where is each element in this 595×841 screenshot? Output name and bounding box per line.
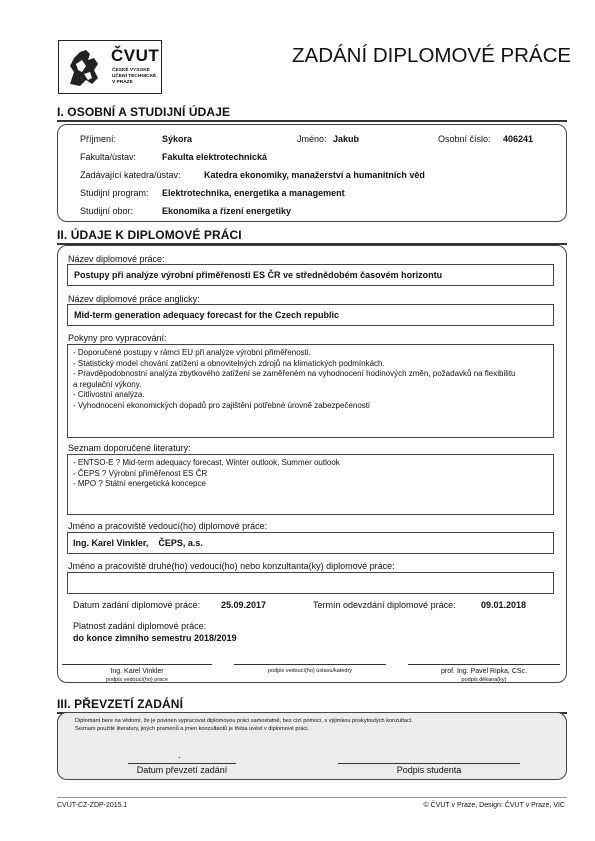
date-dot: .	[178, 750, 181, 760]
section2-heading: II. ÚDAJE K DIPLOMOVÉ PRÁCI	[57, 228, 242, 242]
signature-supervisor-caption: podpis vedoucí(ho) práce	[105, 677, 169, 683]
supervisor-label: Jméno a pracoviště vedoucí(ho) diplomové práce:	[68, 521, 268, 531]
logo-subtext: ČESKÉ VYSOKÉ UČENÍ TECHNICKÉ V PRAZE	[112, 68, 157, 85]
thesis-title-en-label: Název diplomové práce anglicky:	[68, 294, 200, 304]
thesis-title-en-value: Mid-term generation adequacy forecast for the Czech republic	[74, 310, 340, 320]
signature-line-dean	[408, 664, 560, 665]
second-supervisor-field	[67, 572, 554, 594]
faculty-label: Fakulta/ústav:	[80, 152, 137, 162]
list-item: - Vyhodnocení ekonomických dopadů pro zajištění potřebné úrovně zabezpečenosti	[73, 400, 370, 410]
thesis-title-value: Postupy při analýze výrobní přiměřenosti ES ČR ve střednědobém časovém horizontu	[74, 270, 443, 280]
acceptance-note-line1: Diplomant bere na vědomí, že je povinen vypracovat diplomovou práci samostatně, bez cizí pomoci, s výjimkou poskytnutých konzultací.	[75, 718, 413, 724]
list-item: a regulační výkony.	[73, 379, 142, 389]
signature-dean-caption: podpis děkana(ky)	[461, 677, 507, 683]
footer-left: CVUT-CZ-ZDP-2015.1	[57, 802, 128, 809]
thesis-title-label: Název diplomové práce:	[68, 254, 165, 264]
acceptance-date-line	[128, 763, 236, 764]
signature-line-supervisor	[62, 664, 212, 665]
literature-field	[67, 454, 554, 515]
deadline-value: 09.01.2018	[481, 600, 527, 610]
signature-supervisor-name: Ing. Karel Vinkler	[110, 668, 164, 675]
supervisor-value: Ing. Karel Vinkler, ČEPS, a.s.	[73, 538, 203, 548]
date-assigned-label: Datum zadání diplomové práce:	[73, 600, 201, 610]
deadline-label: Termín odevzdání diplomové práce:	[313, 600, 456, 610]
page-title: ZADÁNÍ DIPLOMOVÉ PRÁCE	[292, 44, 572, 67]
logo	[58, 40, 162, 94]
logo-text: ČVUT	[111, 46, 160, 65]
program-value: Elektrotechnika, energetika a management	[162, 188, 345, 198]
section1-heading: I. OSOBNÍ A STUDIJNÍ ÚDAJE	[57, 105, 231, 119]
literature-list	[73, 458, 340, 490]
list-item: - ENTSO-E ? Mid-term adequacy forecast, Winter outlook, Summer outlook	[73, 458, 340, 467]
student-signature-caption: Podpis studenta	[396, 765, 462, 775]
footer-rule	[57, 797, 567, 798]
acceptance-note-line2: Seznam použité literatury, jiných pramenů a jmen konzultantů je třeba uvést v diplomové práci.	[75, 726, 310, 732]
supervisor-field	[67, 532, 554, 554]
section3-heading: III. PŘEVZETÍ ZADÁNÍ	[57, 697, 184, 711]
list-item: - Pravděpodobnostní analýza zbytkového zatížení se zaměřeném na vyhodnocení hodinových změn, požadavků na flexibilitu	[73, 369, 516, 378]
faculty-value: Fakulta elektrotechnická	[162, 152, 268, 162]
signature-dean-name: prof. Ing. Pavel Ripka, CSc.	[441, 668, 527, 675]
validity-label: Platnost zadání diplomové práce:	[73, 621, 207, 631]
instructions-field	[67, 344, 554, 438]
surname-label: Příjmení:	[80, 134, 117, 144]
list-item: - MPO ? Státní energetická koncepce	[73, 479, 206, 488]
second-supervisor-label: Jméno a pracoviště druhé(ho) vedoucí(ho) nebo konzultanta(ky) diplomové práce:	[68, 561, 395, 571]
thesis-title-en-field	[67, 304, 554, 326]
date-assigned-value: 25.09.2017	[221, 600, 267, 610]
instructions-label: Pokyny pro vypracování:	[68, 333, 167, 343]
signature-line-head	[234, 664, 386, 665]
field-label: Studijní obor:	[80, 206, 134, 216]
signature-head-caption: podpis vedoucí(ho) ústavu/katedry	[267, 668, 353, 674]
dept-value: Katedra ekonomiky, manažerství a humanitních věd	[204, 170, 425, 180]
list-item: - Citlivostní analýza.	[73, 390, 145, 399]
list-item: - ČEPS ? Výrobní přiměřenost ES ČR	[73, 468, 208, 478]
literature-label: Seznam doporučené literatury:	[68, 443, 191, 453]
footer-right: © ČVUT v Praze, Design: ČVUT v Praze, VIC	[423, 802, 565, 809]
lion-emblem-icon	[62, 44, 106, 90]
thesis-title-field	[67, 264, 554, 286]
instructions-list	[73, 348, 516, 411]
surname-value: Sýkora	[162, 134, 193, 144]
student-signature-line	[338, 763, 520, 764]
section1-rule	[57, 120, 567, 122]
list-item: - Statistický model chování zatížení a obnovitelných zdrojů na klimatických podmínkách.	[73, 358, 385, 368]
list-item: - Doporučené postupy v rámci EU při analýze výrobní přiměřenosti.	[73, 348, 311, 357]
field-value: Ekonomika a řízení energetiky	[162, 206, 292, 216]
id-value: 406241	[503, 134, 534, 144]
acceptance-date-caption: Datum převzetí zadání	[136, 765, 228, 775]
program-label: Studijní program:	[80, 188, 149, 198]
validity-value: do konce zimního semestru 2018/2019	[73, 633, 237, 643]
id-label: Osobní číslo:	[438, 134, 491, 144]
name-value: Jakub	[333, 134, 360, 144]
name-label: Jméno:	[297, 134, 327, 144]
dept-label: Zadávající katedra/ústav:	[80, 170, 181, 180]
